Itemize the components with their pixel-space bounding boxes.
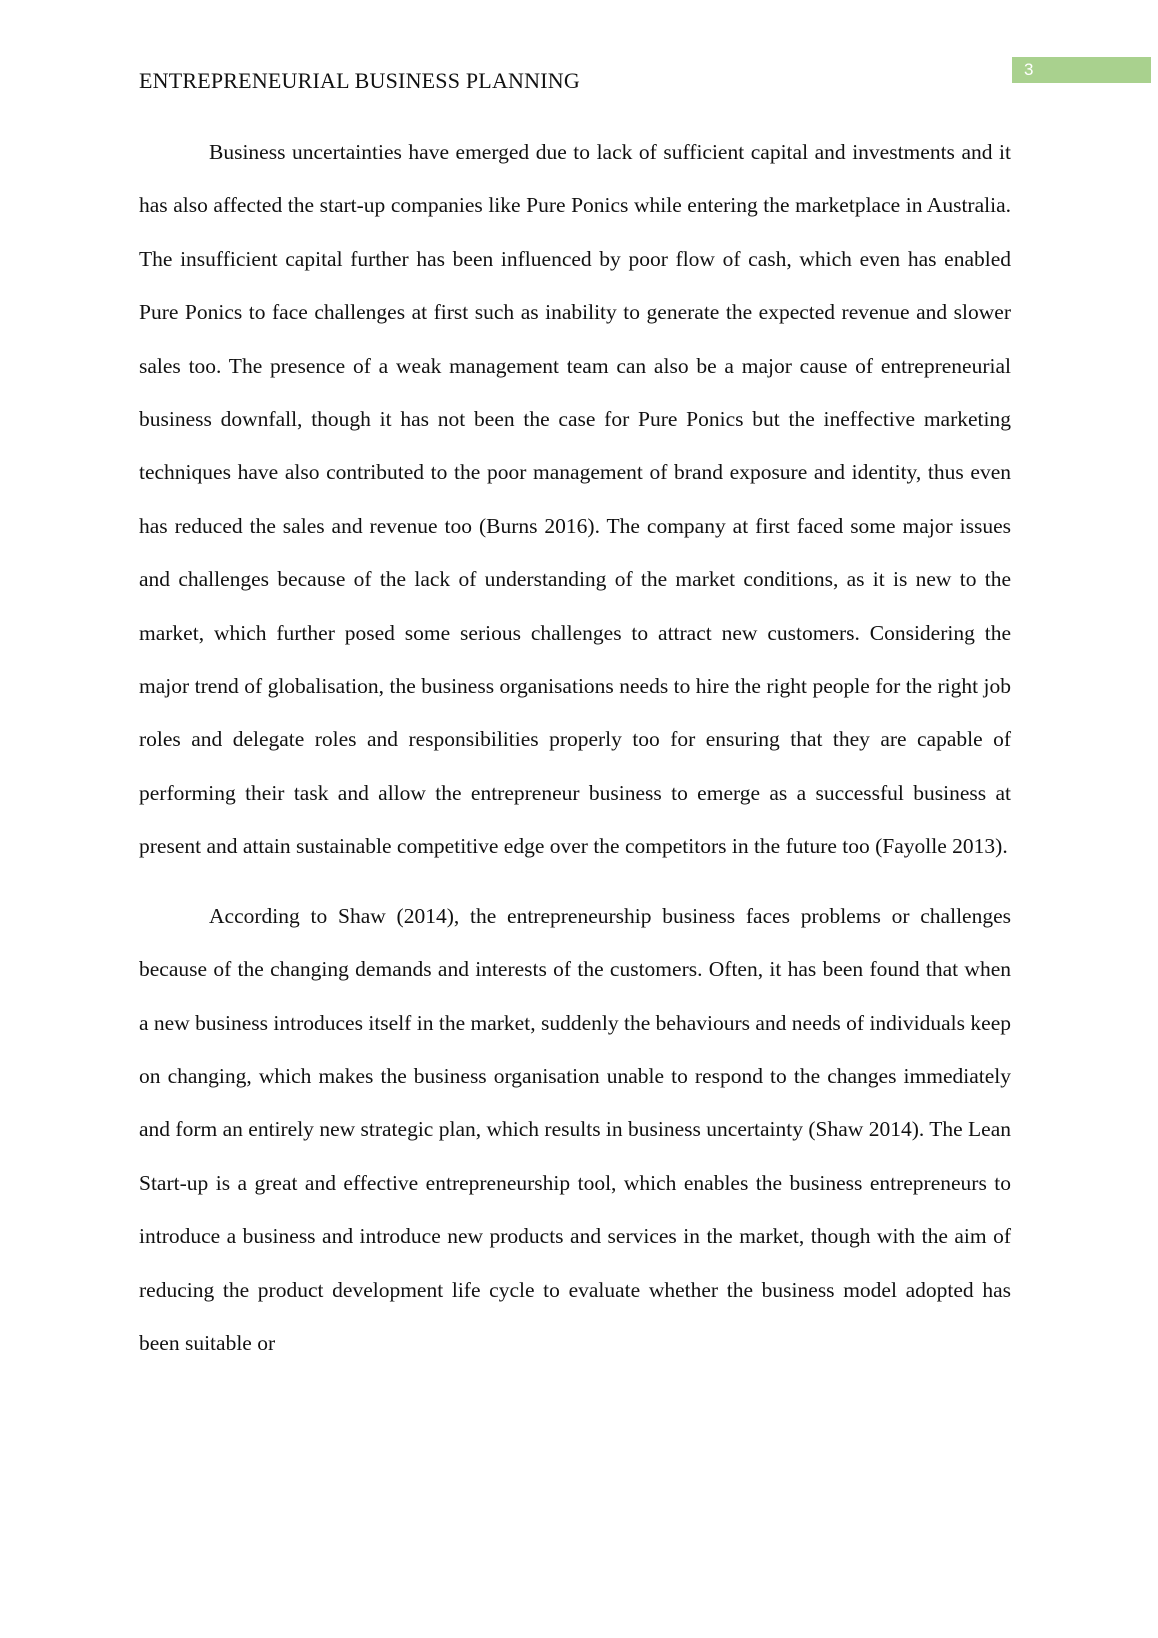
running-head: ENTREPRENEURIAL BUSINESS PLANNING xyxy=(139,68,580,93)
body-text xyxy=(139,126,1011,1370)
paragraph-2: According to Shaw (2014), the entrepreneurship business faces problems or challenges because of the changing demands and interests of the customers. Often, it has been found that when a new business introduces itself in the market, suddenly the behaviours and needs of individuals keep on changing, which makes the business organisation unable to respond to the changes immediately and form an entirely new strategic plan, which results in business uncertainty (Shaw 2014). The Lean Start-up is a great and effective entrepreneurship tool, which enables the business entrepreneurs to introduce a business and introduce new products and services in the market, though with the aim of reducing the product development life cycle to evaluate whether the business model adopted has been suitable or xyxy=(139,903,1011,1355)
paragraph-1: Business uncertainties have emerged due to lack of sufficient capital and investments and it has also affected the start-up companies like Pure Ponics while entering the marketplace in Australia. The insufficient capital further has been influenced by poor flow of cash, which even has enabled Pure Ponics to face challenges at first such as inability to generate the expected revenue and slower sales too. The presence of a weak management team can also be a major cause of entrepreneurial business downfall, though it has not been the case for Pure Ponics but the ineffective marketing techniques have also contributed to the poor management of brand exposure and identity, thus even has reduced the sales and revenue too (Burns 2016). The company at first faced some major issues and challenges because of the lack of understanding of the market conditions, as it is new to the market, which further posed some serious challenges to attract new customers. Considering the major trend of globalisation, the business organisations needs to hire the right people for the right job roles and delegate roles and responsibilities properly too for ensuring that they are capable of performing their task and allow the entrepreneur business to emerge as a successful business at present and attain sustainable competitive edge over the competitors in the future too (Fayolle 2013). xyxy=(139,140,1011,859)
page-number-box xyxy=(1012,57,1151,83)
page-number: 3 xyxy=(1024,60,1034,79)
